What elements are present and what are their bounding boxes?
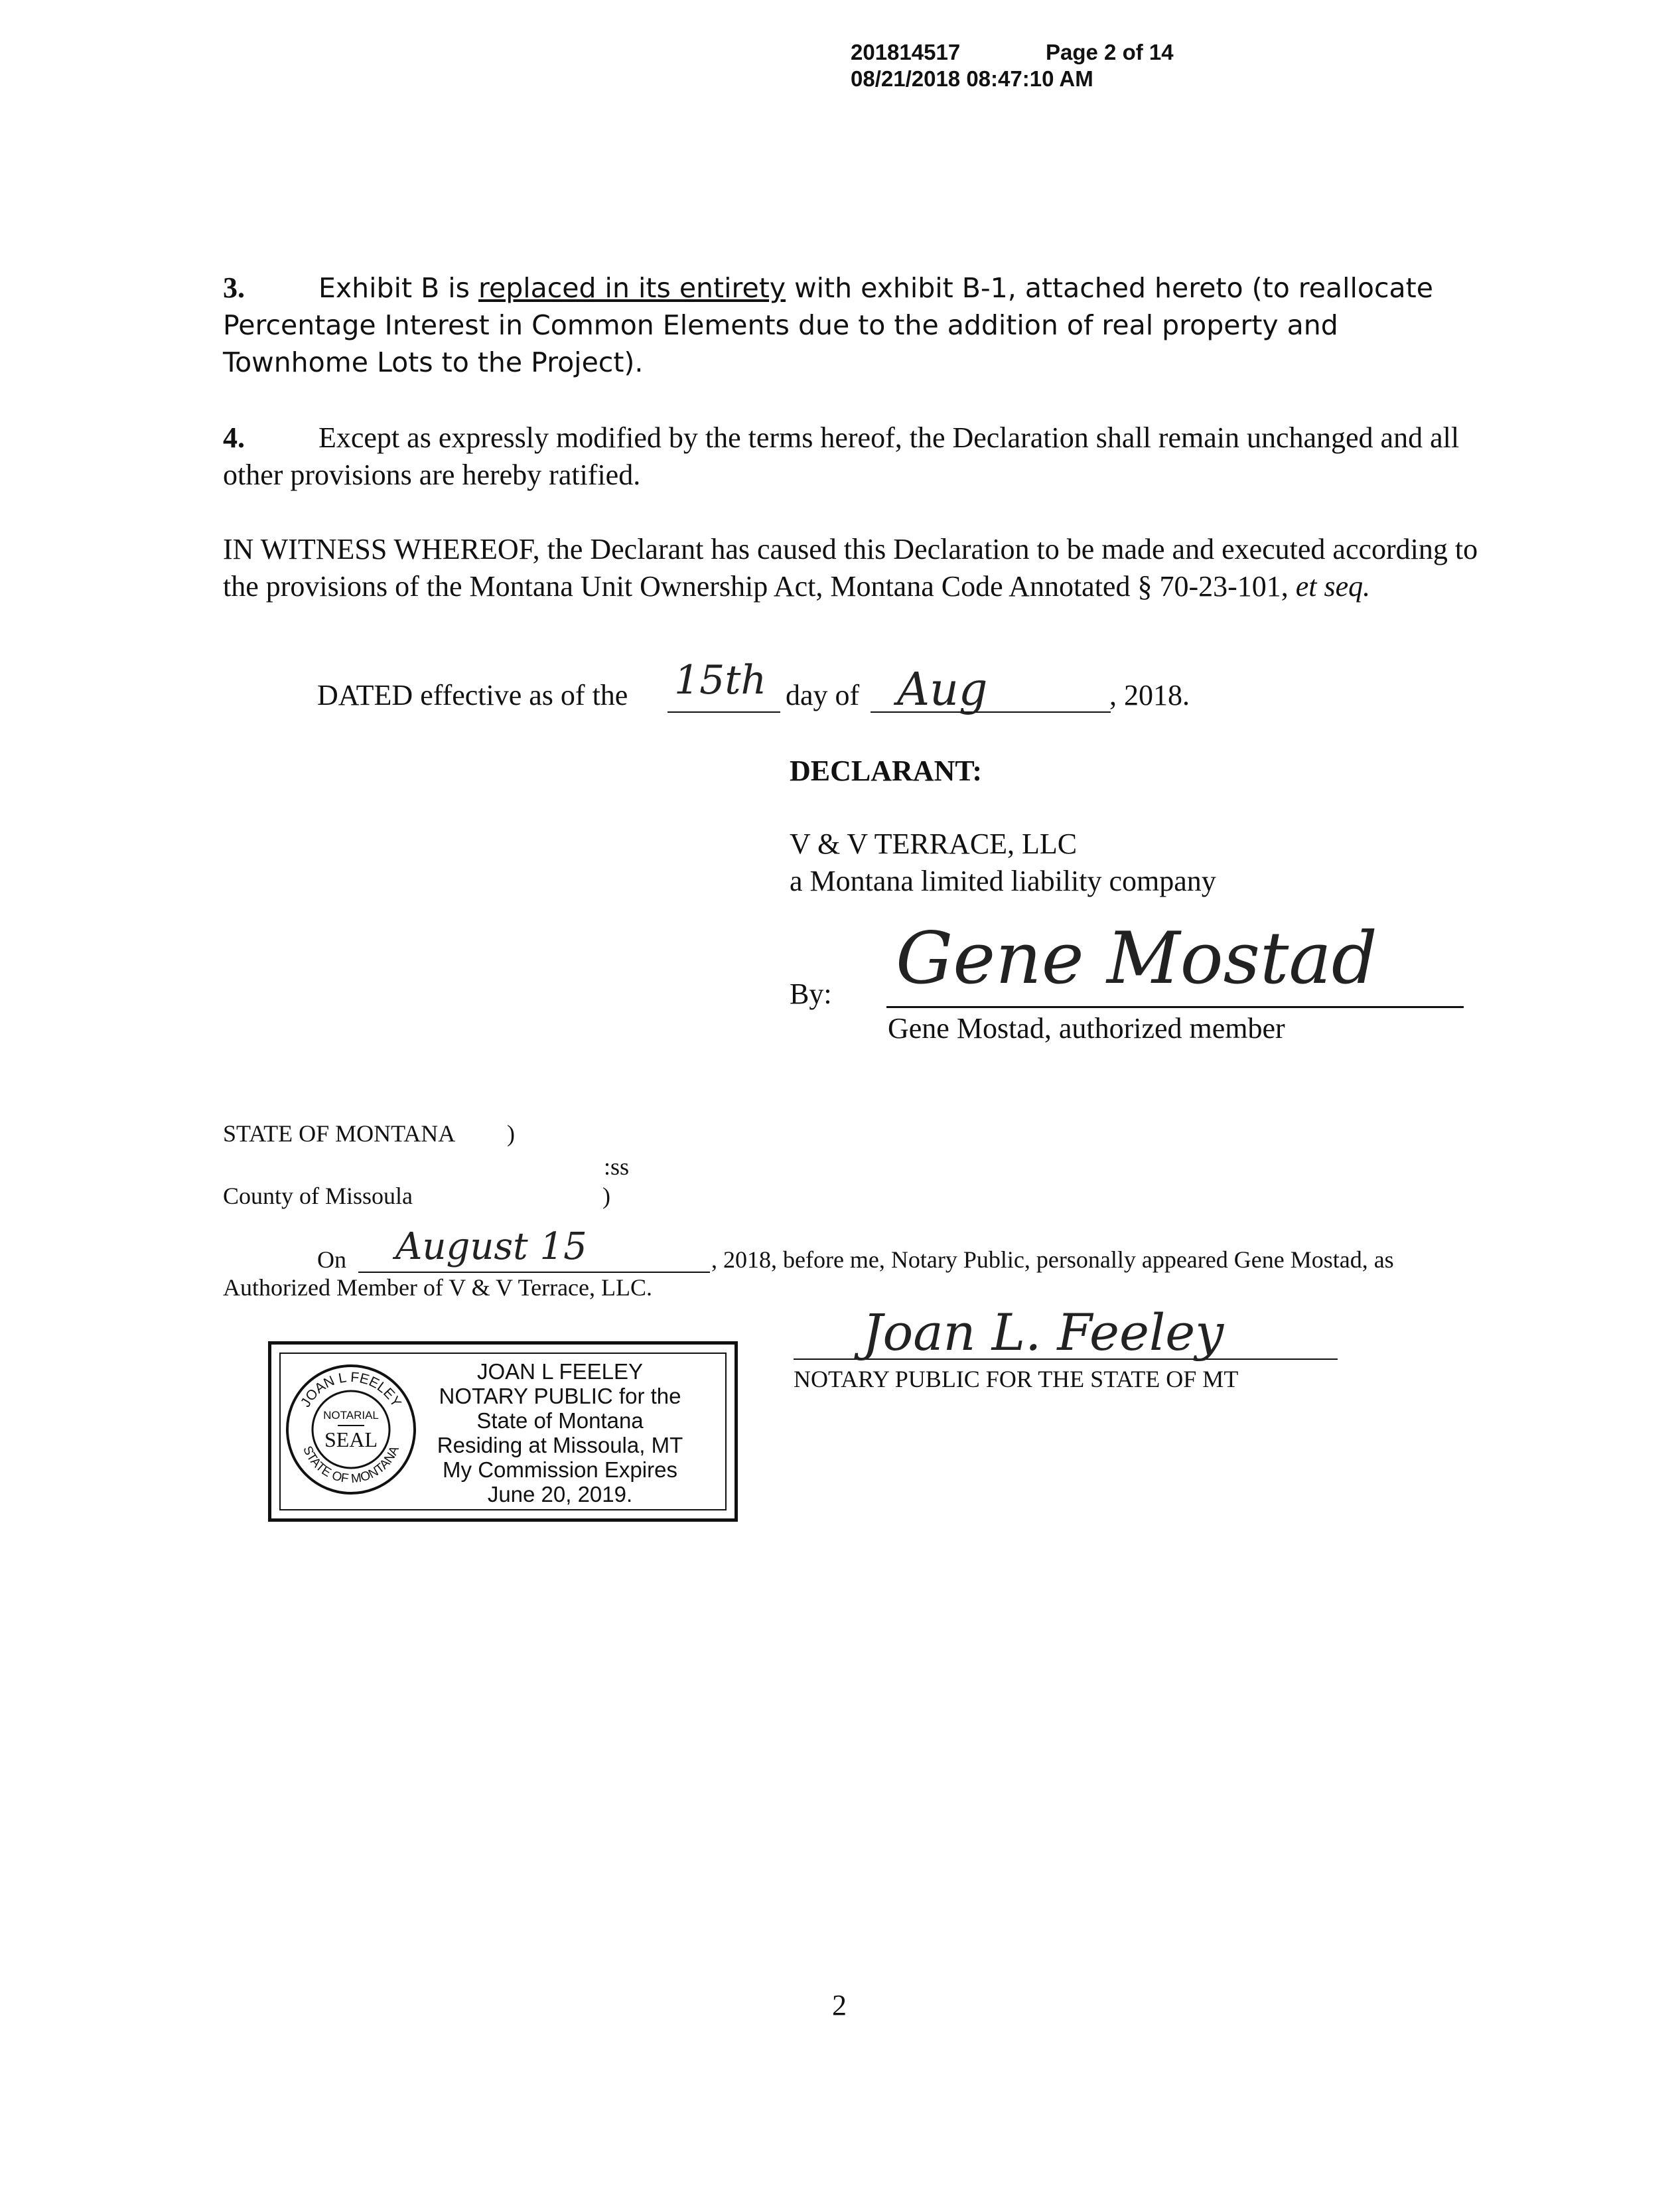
section-4-paragraph <box>223 419 1484 494</box>
ack-on: On <box>317 1246 346 1273</box>
ack-text-b: Authorized Member of V & V Terrace, LLC. <box>223 1274 652 1301</box>
section-3-text-b: with exhibit B-1, attached hereto (to reallocate Percentage Interest in Common Elements due to the addition of real property and Townhome Lots to the Project). <box>223 272 1433 378</box>
section-3-underlined: replaced in its entirety <box>478 272 786 304</box>
ack-county: County of Missoula <box>223 1183 413 1209</box>
ack-paren-2: ) <box>602 1183 610 1209</box>
section-4-text: Except as expressly modified by the terms hereof, the Declaration shall remain unchanged and all other provisions are hereby ratified. <box>223 421 1460 491</box>
stamp-line-5: My Commission Expires <box>443 1457 677 1482</box>
declarant-signature-line <box>886 1006 1464 1008</box>
handwritten-day: 15th <box>674 657 767 703</box>
seal-notarial-text: NOTARIAL <box>323 1409 379 1422</box>
seal-bottom-text: STATE OF MONTANA <box>300 1443 402 1487</box>
witness-text: IN WITNESS WHEREOF, the Declarant has caused this Declaration to be made and executed according to the provisions of the Montana Unit Ownership Act, Montana Code Annotated § 70-23-101, <box>223 533 1478 603</box>
dated-prefix: DATED effective as of the <box>317 679 628 711</box>
stamp-line-3: State of Montana <box>476 1408 644 1433</box>
ack-paren-1: ) <box>507 1120 515 1147</box>
declarant-signature: Gene Mostad <box>896 917 1377 1000</box>
dated-suffix: , 2018. <box>1109 679 1190 711</box>
stamp-line-1: JOAN L FEELEY <box>476 1359 644 1384</box>
document-number: 201814517 <box>851 40 961 64</box>
section-4-number: 4. <box>223 421 245 454</box>
dated-mid: day of <box>786 679 860 711</box>
notary-signature: Joan L. Feeley <box>863 1303 1224 1362</box>
recording-timestamp: 08/21/2018 08:47:10 AM <box>851 66 1093 91</box>
ack-handwritten-date: August 15 <box>395 1225 587 1268</box>
notary-stamp <box>268 1341 738 1522</box>
ack-ss: :ss <box>604 1153 630 1180</box>
declarant-company: V & V TERRACE, LLC <box>790 828 1078 860</box>
section-3-paragraph <box>223 269 1484 381</box>
stamp-line-2: NOTARY PUBLIC for the <box>439 1384 681 1408</box>
day-blank <box>667 711 780 713</box>
declarant-signer-name: Gene Mostad, authorized member <box>888 1012 1285 1045</box>
notarial-seal-icon <box>285 1363 417 1496</box>
ack-text-a: , 2018, before me, Notary Public, personally appeared Gene Mostad, as <box>711 1246 1394 1273</box>
ack-state: STATE OF MONTANA <box>223 1120 456 1147</box>
by-label: By: <box>790 978 832 1010</box>
seal-top-text: JOAN L FEELEY <box>297 1369 404 1410</box>
witness-et-seq: et seq. <box>1295 570 1371 603</box>
declarant-company-desc: a Montana limited liability company <box>790 865 1216 897</box>
section-3-number: 3. <box>223 271 245 304</box>
notary-title: NOTARY PUBLIC FOR THE STATE OF MT <box>794 1366 1239 1392</box>
witness-paragraph <box>223 531 1484 605</box>
page-number: 2 <box>832 1989 847 2021</box>
seal-center-text: SEAL <box>324 1428 378 1451</box>
stamp-line-4: Residing at Missoula, MT <box>437 1433 683 1457</box>
page-indicator: Page 2 of 14 <box>1046 40 1174 64</box>
section-3-text-a: Exhibit B is <box>318 272 479 304</box>
handwritten-month: Aug <box>897 664 988 716</box>
declarant-heading: DECLARANT: <box>790 755 983 787</box>
stamp-line-6: June 20, 2019. <box>487 1482 633 1506</box>
